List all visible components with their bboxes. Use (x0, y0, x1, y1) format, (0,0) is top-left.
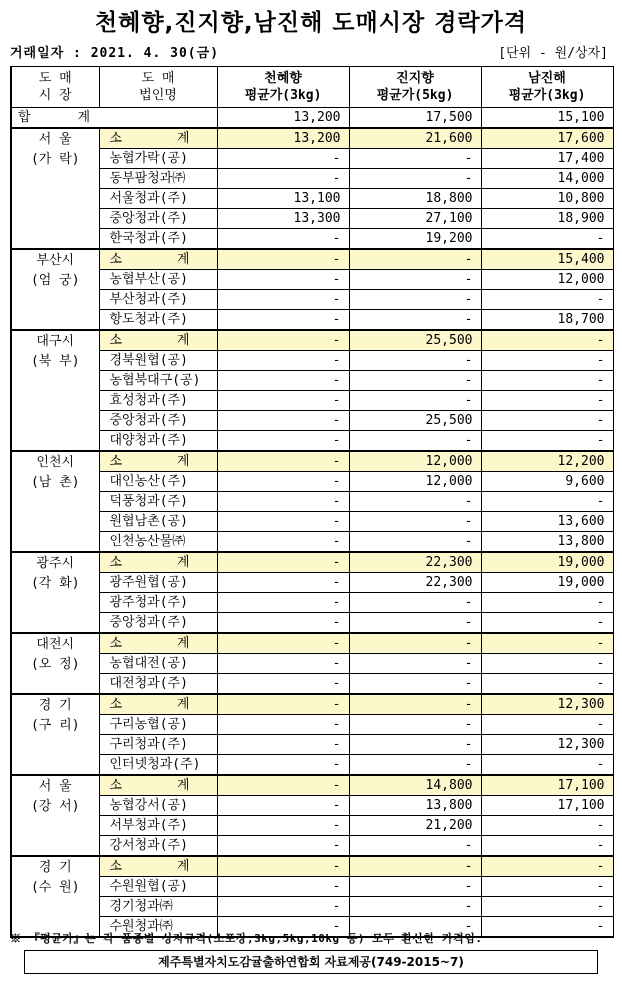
price-v1: - (217, 451, 349, 472)
price-v1: - (217, 169, 349, 189)
price-v1: - (217, 270, 349, 290)
table-row (11, 472, 613, 492)
table-row (11, 796, 613, 816)
price-v3: - (481, 917, 613, 938)
price-v2: - (349, 877, 481, 897)
table-row (11, 593, 613, 613)
corp-name: 원협남촌(공) (99, 512, 217, 532)
price-v2: - (349, 694, 481, 715)
subtotal-row (11, 330, 613, 351)
price-v3: - (481, 897, 613, 917)
footnote: ※ 『평균가』는 각 품종별 상자규격(소포장,3kg,5kg,10kg 등) 모두 환산한 가격임. (10, 932, 483, 945)
table-row (11, 715, 613, 735)
price-v1: - (217, 593, 349, 613)
price-v2: 25,500 (349, 330, 481, 351)
table-row (11, 149, 613, 169)
price-v3: 19,000 (481, 573, 613, 593)
price-v2: - (349, 836, 481, 857)
table-row (11, 371, 613, 391)
corp-name: 농협북대구(공) (99, 371, 217, 391)
table-row (11, 391, 613, 411)
subtotal-label: 소 계 (99, 249, 217, 270)
price-v2: - (349, 169, 481, 189)
price-v2: - (349, 149, 481, 169)
table-row (11, 229, 613, 250)
price-v1: - (217, 472, 349, 492)
price-v2: 21,600 (349, 128, 481, 149)
price-v1: - (217, 613, 349, 634)
price-v3: 12,300 (481, 735, 613, 755)
price-v2: - (349, 492, 481, 512)
corp-name: 덕풍청과(주) (99, 492, 217, 512)
price-v2: 13,800 (349, 796, 481, 816)
price-v1: - (217, 290, 349, 310)
price-v1: 13,100 (217, 189, 349, 209)
price-v2: - (349, 897, 481, 917)
price-v1: - (217, 816, 349, 836)
corp-name: 중앙청과(주) (99, 411, 217, 431)
table-row (11, 836, 613, 857)
price-v3: 18,900 (481, 209, 613, 229)
subtotal-label: 소 계 (99, 330, 217, 351)
table-row (11, 755, 613, 776)
price-v1: - (217, 917, 349, 938)
price-table (10, 66, 614, 938)
price-v3: 17,400 (481, 149, 613, 169)
corp-name: 경기청과㈜ (99, 897, 217, 917)
table-row (11, 573, 613, 593)
price-v2: - (349, 856, 481, 877)
subtotal-label: 소 계 (99, 856, 217, 877)
header-market: 도 매 시 장 (11, 67, 99, 108)
table-row (11, 411, 613, 431)
price-v1: - (217, 735, 349, 755)
corp-name: 대전청과(주) (99, 674, 217, 695)
price-v3: - (481, 371, 613, 391)
corp-name: 부산청과(주) (99, 290, 217, 310)
price-v2: - (349, 532, 481, 553)
price-v2: - (349, 351, 481, 371)
table-row (11, 897, 613, 917)
header-row (11, 67, 613, 108)
price-v1: - (217, 633, 349, 654)
price-v1: - (217, 492, 349, 512)
price-v1: - (217, 552, 349, 573)
price-v2: 18,800 (349, 189, 481, 209)
subtotal-label: 소 계 (99, 775, 217, 796)
price-v1: - (217, 775, 349, 796)
price-v3: 12,300 (481, 694, 613, 715)
price-v1: - (217, 310, 349, 331)
price-v3: - (481, 391, 613, 411)
price-v3: - (481, 613, 613, 634)
subtotal-label: 소 계 (99, 694, 217, 715)
price-v2: - (349, 755, 481, 776)
corp-name: 농협부산(공) (99, 270, 217, 290)
price-v1: - (217, 512, 349, 532)
price-v3: - (481, 877, 613, 897)
price-v3: - (481, 351, 613, 371)
corp-name: 강서청과(주) (99, 836, 217, 857)
corp-name: 한국청과(주) (99, 229, 217, 250)
price-v2: - (349, 593, 481, 613)
price-v3: 13,600 (481, 512, 613, 532)
corp-name: 인터넷청과(주) (99, 755, 217, 776)
price-v2: - (349, 512, 481, 532)
price-v3: 12,000 (481, 270, 613, 290)
corp-name: 농협가락(공) (99, 149, 217, 169)
total-label: 합 계 (11, 108, 217, 129)
price-v2: - (349, 715, 481, 735)
price-v3: - (481, 290, 613, 310)
price-v3: - (481, 836, 613, 857)
price-v1: - (217, 229, 349, 250)
price-v3: 10,800 (481, 189, 613, 209)
price-v1: - (217, 431, 349, 452)
header-corp: 도 매 법인명 (99, 67, 217, 108)
corp-name: 구리청과(주) (99, 735, 217, 755)
table-row (11, 270, 613, 290)
subtotal-row (11, 451, 613, 472)
price-v1: - (217, 796, 349, 816)
table-row (11, 431, 613, 452)
table-row (11, 351, 613, 371)
market-name: 서 울 (가 락) (11, 128, 99, 249)
corp-name: 구리농협(공) (99, 715, 217, 735)
price-v2: - (349, 310, 481, 331)
subtotal-label: 소 계 (99, 128, 217, 149)
corp-name: 서울청과(주) (99, 189, 217, 209)
price-v3: 18,700 (481, 310, 613, 331)
price-v2: 25,500 (349, 411, 481, 431)
market-name: 경 기 (수 원) (11, 856, 99, 937)
price-v3: 14,000 (481, 169, 613, 189)
market-name: 대전시 (오 정) (11, 633, 99, 694)
subtotal-label: 소 계 (99, 552, 217, 573)
market-name: 경 기 (구 리) (11, 694, 99, 775)
price-v3: - (481, 431, 613, 452)
price-v2: - (349, 654, 481, 674)
price-v3: 13,800 (481, 532, 613, 553)
table-row (11, 209, 613, 229)
price-v2: 22,300 (349, 552, 481, 573)
price-v1: - (217, 532, 349, 553)
corp-name: 광주청과(주) (99, 593, 217, 613)
price-v2: 21,200 (349, 816, 481, 836)
price-v1: - (217, 391, 349, 411)
corp-name: 광주원협(공) (99, 573, 217, 593)
table-row (11, 654, 613, 674)
price-v2: 27,100 (349, 209, 481, 229)
price-v3: - (481, 229, 613, 250)
market-name: 대구시 (북 부) (11, 330, 99, 451)
price-v1: - (217, 674, 349, 695)
price-v1: - (217, 371, 349, 391)
price-v2: - (349, 633, 481, 654)
corp-name: 대인농산(주) (99, 472, 217, 492)
corp-name: 항도청과(주) (99, 310, 217, 331)
price-v2: 19,200 (349, 229, 481, 250)
corp-name: 농협대전(공) (99, 654, 217, 674)
corp-name: 효성청과(주) (99, 391, 217, 411)
price-v3: - (481, 633, 613, 654)
price-v2: - (349, 613, 481, 634)
corp-name: 인천농산물㈜ (99, 532, 217, 553)
subtotal-row (11, 856, 613, 877)
table-row (11, 613, 613, 634)
table-row (11, 816, 613, 836)
table-row (11, 877, 613, 897)
table-row (11, 169, 613, 189)
price-v2: 12,000 (349, 472, 481, 492)
market-name: 부산시 (엄 궁) (11, 249, 99, 330)
price-v2: - (349, 735, 481, 755)
price-v3: 15,400 (481, 249, 613, 270)
price-v3: - (481, 856, 613, 877)
price-v1: - (217, 856, 349, 877)
price-v3: - (481, 593, 613, 613)
price-v2: - (349, 674, 481, 695)
price-v3: - (481, 674, 613, 695)
price-v3: 17,100 (481, 775, 613, 796)
price-v2: - (349, 391, 481, 411)
price-v2: - (349, 371, 481, 391)
price-v3: - (481, 492, 613, 512)
corp-name: 동부팜청과㈜ (99, 169, 217, 189)
price-v3: 19,000 (481, 552, 613, 573)
price-v1: - (217, 249, 349, 270)
price-v2: 12,000 (349, 451, 481, 472)
corp-name: 대양청과(주) (99, 431, 217, 452)
price-v1: - (217, 694, 349, 715)
header-col2: 진지향 평균가(5kg) (349, 67, 481, 108)
table-row (11, 674, 613, 695)
total-v2: 17,500 (349, 108, 481, 129)
price-v3: 12,200 (481, 451, 613, 472)
price-v1: 13,300 (217, 209, 349, 229)
corp-name: 농협강서(공) (99, 796, 217, 816)
corp-name: 서부청과(주) (99, 816, 217, 836)
price-v3: - (481, 816, 613, 836)
price-v2: - (349, 290, 481, 310)
table-row (11, 492, 613, 512)
market-name: 서 울 (강 서) (11, 775, 99, 856)
market-name: 광주시 (각 화) (11, 552, 99, 633)
corp-name: 중앙청과(주) (99, 209, 217, 229)
header-col1: 천혜향 평균가(3kg) (217, 67, 349, 108)
price-v2: 22,300 (349, 573, 481, 593)
price-v1: - (217, 149, 349, 169)
table-row (11, 189, 613, 209)
corp-name: 수원청과㈜ (99, 917, 217, 938)
price-v1: - (217, 330, 349, 351)
header-col3: 남진해 평균가(3kg) (481, 67, 613, 108)
price-v3: 9,600 (481, 472, 613, 492)
subtotal-row (11, 249, 613, 270)
subtotal-row (11, 552, 613, 573)
price-v2: - (349, 270, 481, 290)
subtotal-label: 소 계 (99, 451, 217, 472)
price-v3: - (481, 330, 613, 351)
table-row (11, 290, 613, 310)
price-v3: - (481, 715, 613, 735)
price-v1: - (217, 836, 349, 857)
price-v1: - (217, 897, 349, 917)
subtotal-label: 소 계 (99, 633, 217, 654)
price-v3: - (481, 654, 613, 674)
price-v1: - (217, 654, 349, 674)
source-box: 제주특별자치도감귤출하연합회 자료제공(749-2015~7) (24, 950, 598, 974)
subtotal-row (11, 633, 613, 654)
table-row (11, 310, 613, 331)
price-v3: 17,600 (481, 128, 613, 149)
price-v1: - (217, 877, 349, 897)
unit-label: [단위 - 원/상자] (498, 46, 608, 61)
total-row (11, 108, 613, 129)
total-v1: 13,200 (217, 108, 349, 129)
table-row (11, 532, 613, 553)
corp-name: 중앙청과(주) (99, 613, 217, 634)
total-v3: 15,100 (481, 108, 613, 129)
price-v2: - (349, 431, 481, 452)
corp-name: 경북원협(공) (99, 351, 217, 371)
price-v1: - (217, 351, 349, 371)
page-title: 천혜향,진지향,남진해 도매시장 경락가격 (94, 10, 528, 36)
subtotal-row (11, 694, 613, 715)
price-v2: - (349, 249, 481, 270)
trade-date: 거래일자 : 2021. 4. 30(금) (10, 46, 220, 61)
price-v2: 14,800 (349, 775, 481, 796)
corp-name: 수원원협(공) (99, 877, 217, 897)
price-v1: - (217, 411, 349, 431)
subtotal-row (11, 775, 613, 796)
price-v3: - (481, 755, 613, 776)
price-v1: 13,200 (217, 128, 349, 149)
table-row (11, 735, 613, 755)
price-v2: - (349, 917, 481, 938)
price-v1: - (217, 755, 349, 776)
price-v3: 17,100 (481, 796, 613, 816)
subtotal-row (11, 128, 613, 149)
price-v3: - (481, 411, 613, 431)
price-v1: - (217, 715, 349, 735)
market-name: 인천시 (남 촌) (11, 451, 99, 552)
price-v1: - (217, 573, 349, 593)
table-row (11, 512, 613, 532)
